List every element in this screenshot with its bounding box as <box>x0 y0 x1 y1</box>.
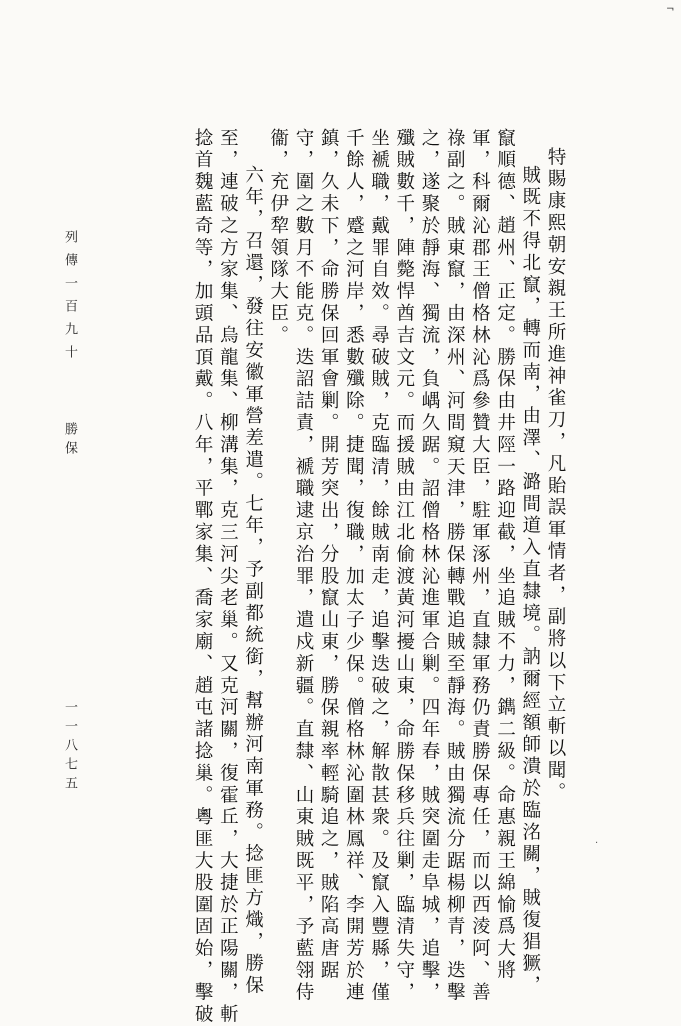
text-column: 殲賊數千，陣斃悍酋吉文元。而援賊由江北偷渡黃河擾山東，命勝保移兵往剿，臨清失守， <box>393 128 415 1004</box>
page-number: 一一八七五 <box>62 700 77 795</box>
text-column: 軍，科爾沁郡王僧格林沁爲參贊大臣，駐軍涿州，直隸軍務仍責勝保專任，而以西淩阿、善 <box>469 128 491 1004</box>
text-column: 千餘人，蹙之河岸，悉數殲除。捷聞，復職，加太子少保。僧格林沁圍林鳳祥、李開芳於連 <box>343 128 365 1004</box>
text-column: 之，遂聚於靜海、獨流，負嵎久踞。詔僧格林沁進軍合剿。四年春，賊突圍走阜城，追擊， <box>418 128 440 1004</box>
text-column: 坐褫職，戴罪自效。尋破賊，克臨清，餘賊南走，追擊迭破之，解散甚衆。及竄入豐縣，僅 <box>368 128 390 1004</box>
text-column: 鎮，久未下，命勝保回軍會剿。開芳突出，分股竄山東，勝保親率輕騎追之，賊陷高唐踞 <box>318 128 340 983</box>
corner-mark: ¬ <box>666 4 675 15</box>
text-column: 衞，充伊犂領隊大臣。 <box>267 128 289 347</box>
running-head-name: 勝保 <box>62 422 77 461</box>
side-mark: · <box>595 838 599 849</box>
running-head <box>60 230 79 460</box>
text-column: 特賜康熙朝安親王所進神雀刀，凡貽誤軍情者，副將以下立斬以聞。 <box>545 147 566 804</box>
running-head-title: 列傳一百九十 <box>62 230 77 368</box>
text-column: 竄順德、趙州、正定。勝保由井陘一路迎截，坐追賊不力，鐫二級。命惠親王綿愉爲大將 <box>494 128 516 983</box>
main-text <box>90 128 568 1026</box>
text-column: 賊既不得北竄，轉而南，由澤、潞間道入直隸境。訥爾經額師潰於臨洺關，賊復猖獗， <box>519 165 541 998</box>
text-column: 至，連破之方家集、烏龍集、柳溝集，克三河尖老巢。又克河關，復霍丘，大捷於正陽關，斬 <box>217 128 239 1026</box>
text-column: 六年，召還，發往安徽軍營差遣。七年，予副都統銜，幫辦河南軍務。捻匪方熾，勝保 <box>242 165 264 998</box>
text-column: 祿副之。賊東竄，由深州、河間窺天津，勝保轉戰追賊至靜海。賊由獨流分踞楊柳青，迭擊 <box>444 128 466 1004</box>
text-column: 守，圍之數月不能克。迭詔詰責，褫職逮京治罪，遣戍新疆。直隸、山東賊既平，予藍翎侍 <box>292 128 314 1004</box>
text-column: 捻首魏藍奇等，加頭品頂戴。八年，平鄲家集、喬家廟、趙屯諸捻巢。粵匪大股圍固始，擊破 <box>192 128 214 1026</box>
